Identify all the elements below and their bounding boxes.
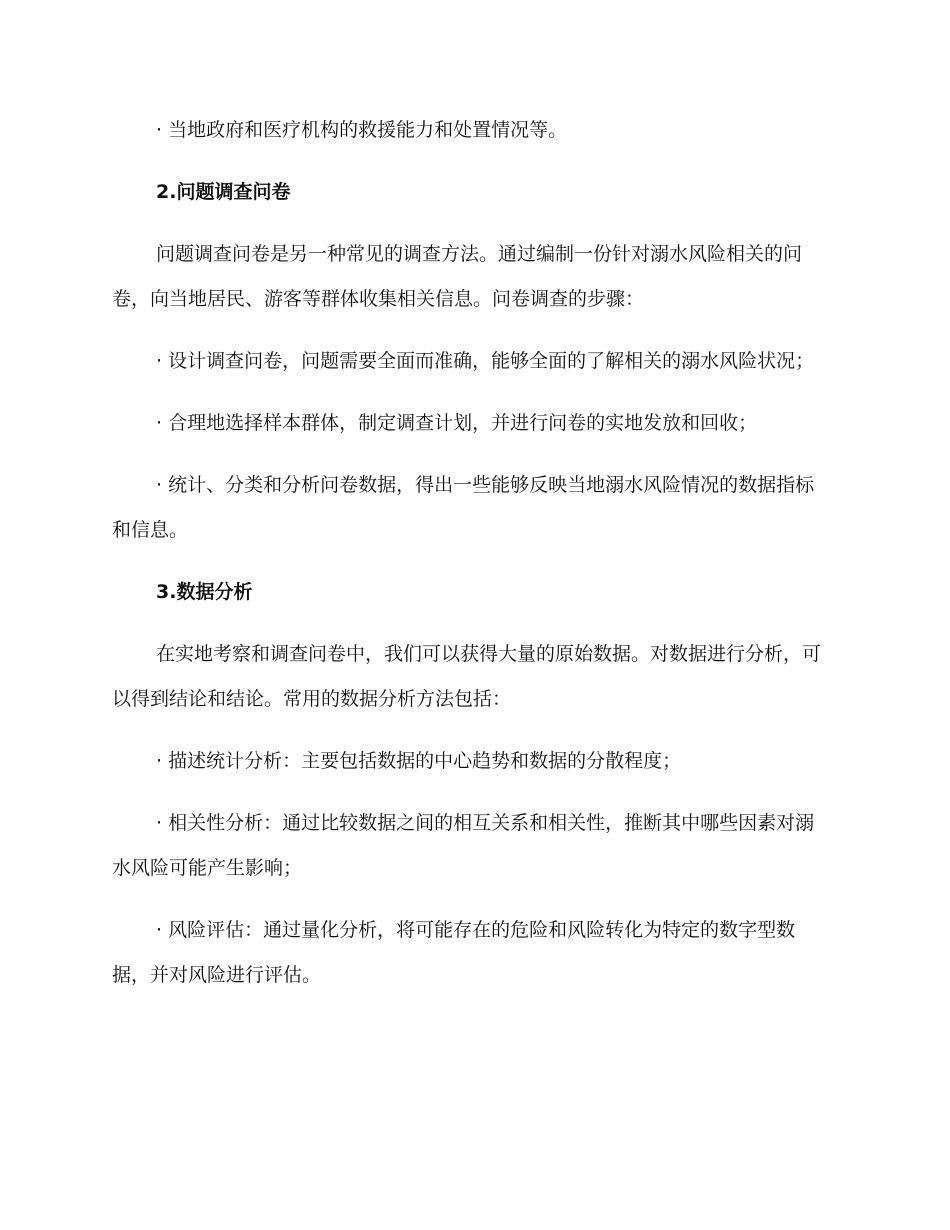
bullet-design-questionnaire: · 设计调查问卷，问题需要全面而准确，能够全面的了解相关的溺水风险状况；: [156, 350, 815, 372]
bullet-select-sample: · 合理地选择样本群体，制定调查计划，并进行问卷的实地发放和回收；: [156, 412, 758, 434]
bullet-descriptive-statistics: · 描述统计分析：主要包括数据的中心趋势和数据的分散程度；: [156, 750, 682, 772]
paragraph-data-analysis-intro: 在实地考察和调查问卷中，我们可以获得大量的原始数据。对数据进行分析，可以得到结论和结论。常用的数据分析方法包括：: [112, 643, 822, 710]
document-body: [112, 108, 832, 1015]
section-heading-questionnaire: 2.问题调查问卷: [156, 181, 291, 203]
bullet-risk-assessment: · 风险评估：通过量化分析，将可能存在的危险和风险转化为特定的数字型数据，并对风险进行评估。: [112, 919, 796, 986]
bullet-rescue-capacity: · 当地政府和医疗机构的救援能力和处置情况等。: [156, 119, 568, 141]
paragraph-questionnaire-intro: 问题调查问卷是另一种常见的调查方法。通过编制一份针对溺水风险相关的问卷，向当地居民、游客等群体收集相关信息。问卷调查的步骤：: [112, 243, 803, 310]
section-heading-data-analysis: 3.数据分析: [156, 581, 253, 603]
bullet-analyze-questionnaire: · 统计、分类和分析问卷数据，得出一些能够反映当地溺水风险情况的数据指标和信息。: [112, 474, 815, 541]
bullet-correlation-analysis: · 相关性分析：通过比较数据之间的相互关系和相关性，推断其中哪些因素对溺水风险可能产生影响；: [112, 812, 815, 879]
